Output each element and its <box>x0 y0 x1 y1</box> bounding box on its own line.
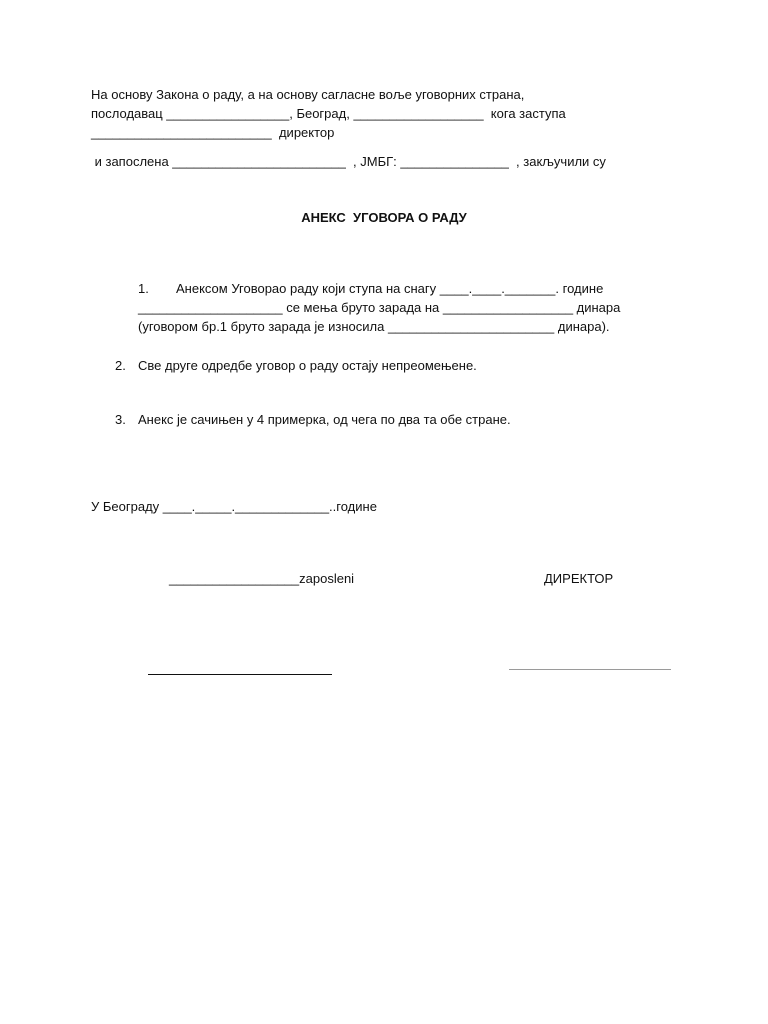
intro-line-4: и запослена ________________________ , ЈМБГ: _______________ , закључили су <box>91 154 606 169</box>
employee-signature-label: __________________zaposleni <box>169 571 355 586</box>
item-1-line-1: Анексом Уговорао раду који ступа на снагу ____.____._______. године <box>176 281 604 296</box>
employee-signature-line <box>148 674 332 675</box>
director-signature-label: ДИРЕКТОР <box>544 571 614 586</box>
place-date-line: У Београду ____._____._____________..године <box>91 499 377 514</box>
item-1-line-3: (уговором бр.1 бруто зарада је износила _______________________ динара). <box>138 319 610 334</box>
item-1-number: 1. <box>138 281 149 296</box>
intro-line-3: _________________________ директор <box>91 125 335 140</box>
intro-line-1: На основу Закона о раду, а на основу сагласне воље уговорних страна, <box>91 87 525 102</box>
item-2-number: 2. <box>115 358 126 373</box>
intro-line-2: послодавац _________________, Београд, __________________ кога заступа <box>91 106 566 121</box>
item-3-text: Анекс је сачињен у 4 примерка, од чега по два та обе стране. <box>138 412 511 427</box>
document-title: АНЕКС УГОВОРА О РАДУ <box>301 210 467 225</box>
item-2-text: Све друге одредбе уговор о раду остају непреомењене. <box>138 358 477 373</box>
item-1-line-2: ____________________ се мења бруто зарада на __________________ динара <box>138 300 621 315</box>
item-3-number: 3. <box>115 412 126 427</box>
director-signature-line <box>509 669 671 670</box>
